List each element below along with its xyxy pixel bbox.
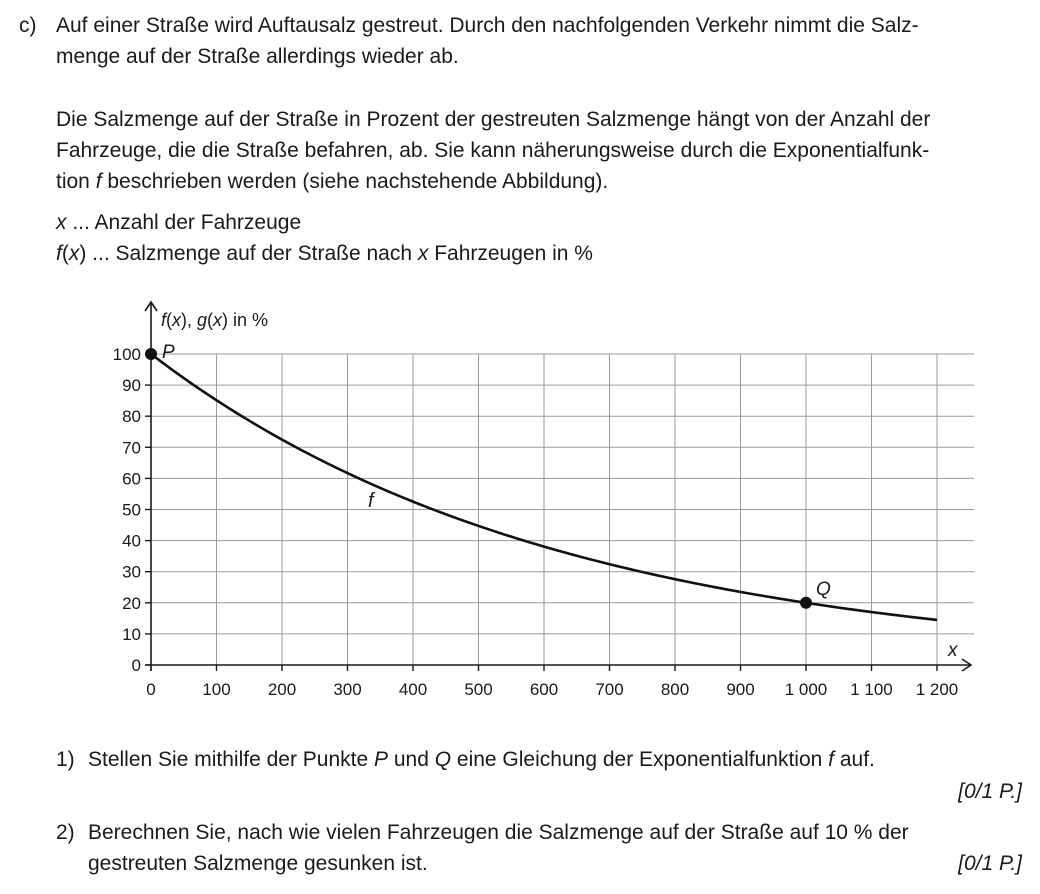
paren: (	[61, 242, 69, 265]
intro-line-2: menge auf der Straße allerdings wieder ab.	[56, 45, 459, 68]
description-text: tion	[56, 170, 96, 193]
point-q	[800, 597, 812, 609]
x-tick-label: 600	[529, 680, 559, 699]
x-tick-label: 1 000	[784, 680, 828, 699]
y-axis-label: f(x), g(x) in %	[161, 310, 269, 330]
description-line-2: Fahrzeuge, die die Straße befahren, ab. Sie kann näherungsweise durch die Exponentialfunk-	[56, 139, 930, 162]
definitions	[56, 207, 956, 269]
definition-f	[56, 238, 956, 269]
description-line-3	[56, 166, 1031, 197]
point-symbol: P	[373, 748, 388, 771]
chart-axes	[145, 302, 971, 671]
definition-text: Fahrzeugen in %	[428, 242, 593, 265]
y-tick-label: 80	[122, 407, 141, 427]
task-label: c)	[19, 14, 37, 37]
definition-text: ... Salzmenge auf der Straße nach	[86, 242, 418, 265]
intro-line-1: Auf einer Straße wird Auftausalz gestreut. Durch den nachfolgenden Verkehr nimmt die Salz-	[56, 14, 919, 37]
function-symbol: f	[828, 748, 834, 771]
function-symbol: f	[56, 242, 62, 265]
x-axis-label: x	[948, 640, 958, 661]
y-tick-label: 30	[122, 562, 141, 582]
point-symbol: Q	[434, 748, 452, 771]
y-tick-label: 60	[122, 469, 141, 489]
y-tick-label: 90	[122, 376, 141, 396]
x-tick-label: 1 200	[915, 680, 959, 699]
point-p	[145, 348, 157, 360]
task-text-line-1: Berechnen Sie, nach wie vielen Fahrzeugen die Salzmenge auf der Straße auf 10 % der	[88, 821, 909, 844]
task-1	[0, 744, 1040, 775]
variable-symbol: x	[68, 242, 80, 265]
chart-grid	[151, 354, 974, 665]
variable-symbol: x	[417, 242, 429, 265]
x-tick-label: 1 100	[850, 680, 893, 699]
task-2-points: [0/1 P.]	[958, 852, 1022, 875]
description-paragraph	[56, 104, 1031, 197]
task-text-line-2: gestreuten Salzmenge gesunken ist.	[88, 852, 428, 875]
y-tick-label: 50	[122, 500, 141, 520]
description-line-1: Die Salzmenge auf der Straße in Prozent der gestreuten Salzmenge hängt von der Anzahl der	[56, 108, 931, 131]
point-label-q: Q	[816, 578, 831, 600]
x-tick-label: 0	[146, 680, 156, 699]
function-symbol: f	[95, 170, 102, 193]
x-tick-label: 700	[595, 680, 624, 699]
x-tick-label: 100	[202, 680, 231, 699]
chart-points	[145, 342, 831, 609]
y-tick-label: 100	[112, 345, 141, 364]
description-text: beschrieben werden (siehe nachstehende Abbildung).	[101, 170, 609, 193]
exponential-chart	[90, 296, 990, 711]
task-2	[0, 817, 1040, 879]
task-number: 2)	[56, 821, 75, 844]
x-tick-label: 400	[398, 680, 428, 699]
intro-paragraph	[56, 10, 1026, 72]
y-tick-label: 70	[122, 438, 141, 458]
point-label-p: P	[162, 342, 175, 363]
x-tick-label: 300	[333, 680, 362, 699]
y-tick-label: 20	[122, 593, 141, 613]
y-tick-label: 0	[131, 656, 141, 675]
task-number: 1)	[56, 748, 75, 771]
definition-text: ... Anzahl der Fahrzeuge	[66, 211, 302, 234]
definition-x	[56, 207, 956, 238]
task-text: Stellen Sie mithilfe der Punkte P und Q eine Gleichung der Exponentialfunktion f auf.	[88, 748, 875, 771]
curve-label-f: f	[368, 490, 374, 512]
paren: )	[79, 242, 87, 265]
x-tick-label: 200	[267, 680, 297, 699]
y-tick-label: 40	[122, 531, 141, 551]
x-tick-label: 500	[464, 680, 493, 699]
task-1-points: [0/1 P.]	[958, 780, 1022, 803]
y-tick-label: 10	[122, 624, 141, 644]
variable-symbol: x	[56, 211, 67, 234]
chart-ticks	[113, 345, 959, 699]
x-tick-label: 800	[660, 680, 690, 699]
x-tick-label: 900	[726, 680, 755, 699]
